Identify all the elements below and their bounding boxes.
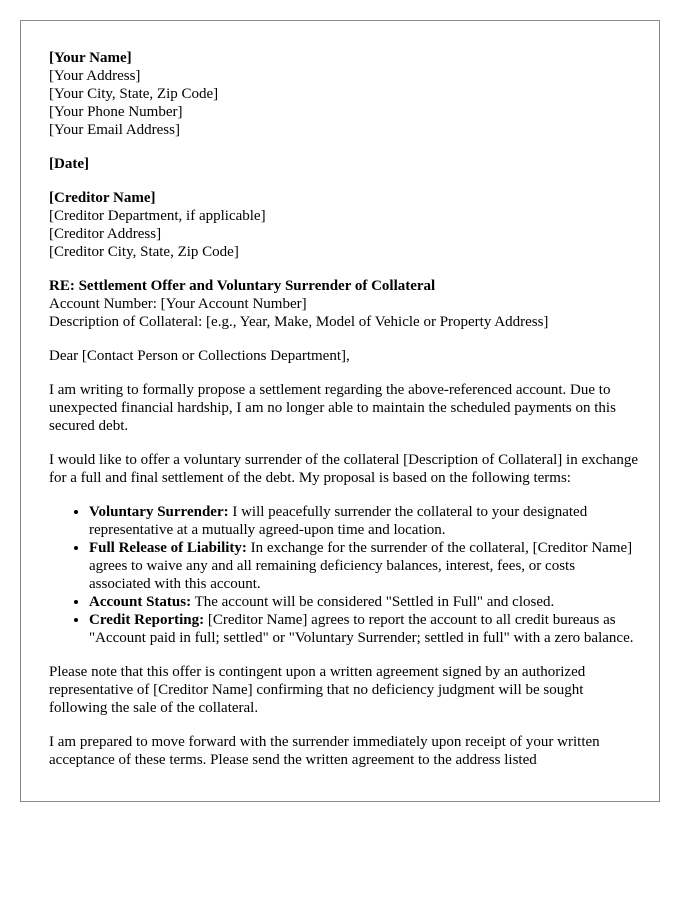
subject-line: RE: Settlement Offer and Voluntary Surrender of Collateral bbox=[49, 278, 436, 294]
account-number: Account Number: [Your Account Number] bbox=[49, 296, 307, 312]
terms-list bbox=[49, 503, 639, 647]
list-item bbox=[89, 611, 639, 647]
sender-phone: [Your Phone Number] bbox=[49, 104, 183, 120]
recipient-name: [Creditor Name] bbox=[49, 190, 156, 206]
sender-block bbox=[49, 49, 639, 139]
recipient-city-state-zip: [Creditor City, State, Zip Code] bbox=[49, 244, 239, 260]
intro-paragraph: I am writing to formally propose a settlement regarding the above-referenced account. Due to unexpected financial hardship, I am no longer able to maintain the scheduled payments on this secured debt. bbox=[49, 382, 616, 434]
closing-paragraph: I am prepared to move forward with the surrender immediately upon receipt of your written acceptance of these terms. Please send the written agreement to the address listed bbox=[49, 734, 600, 768]
term-text: I will peacefully surrender the collateral to your designated representative at a mutually agreed-upon time and location. bbox=[89, 504, 588, 538]
offer-paragraph: I would like to offer a voluntary surrender of the collateral [Description of Collateral] in exchange for a full and final settlement of the debt. My proposal is based on the following terms: bbox=[49, 452, 639, 486]
term-text: In exchange for the surrender of the collateral, [Creditor Name] agrees to waive any and all remaining deficiency balances, interest, fees, or costs associated with this account. bbox=[89, 540, 633, 592]
term-label: Full Release of Liability: bbox=[89, 540, 247, 556]
letter-content bbox=[49, 49, 639, 785]
recipient-block bbox=[49, 189, 639, 261]
contingent-paragraph: Please note that this offer is contingent upon a written agreement signed by an authorized representative of [Creditor Name] confirming that no deficiency judgment will be sought following the sale of the collateral. bbox=[49, 664, 586, 716]
recipient-department: [Creditor Department, if applicable] bbox=[49, 208, 266, 224]
sender-city-state-zip: [Your City, State, Zip Code] bbox=[49, 86, 219, 102]
letter-page bbox=[20, 20, 660, 802]
term-label: Account Status: bbox=[89, 594, 192, 610]
sender-address: [Your Address] bbox=[49, 68, 141, 84]
sender-email: [Your Email Address] bbox=[49, 122, 180, 138]
letter-date: [Date] bbox=[49, 156, 89, 172]
term-text: [Creditor Name] agrees to report the account to all credit bureaus as "Account paid in full; settled" or "Voluntary Surrender; settled in full" with a zero balance. bbox=[89, 612, 634, 646]
recipient-address: [Creditor Address] bbox=[49, 226, 162, 242]
list-item bbox=[89, 503, 639, 539]
list-item bbox=[89, 593, 639, 611]
term-label: Credit Reporting: bbox=[89, 612, 205, 628]
salutation: Dear [Contact Person or Collections Department], bbox=[49, 348, 350, 364]
list-item bbox=[89, 539, 639, 593]
term-label: Voluntary Surrender: bbox=[89, 504, 229, 520]
sender-name: [Your Name] bbox=[49, 50, 132, 66]
subject-block bbox=[49, 277, 639, 331]
collateral-description: Description of Collateral: [e.g., Year, Make, Model of Vehicle or Property Address] bbox=[49, 314, 549, 330]
date-block bbox=[49, 155, 639, 173]
term-text: The account will be considered "Settled in Full" and closed. bbox=[191, 594, 555, 610]
